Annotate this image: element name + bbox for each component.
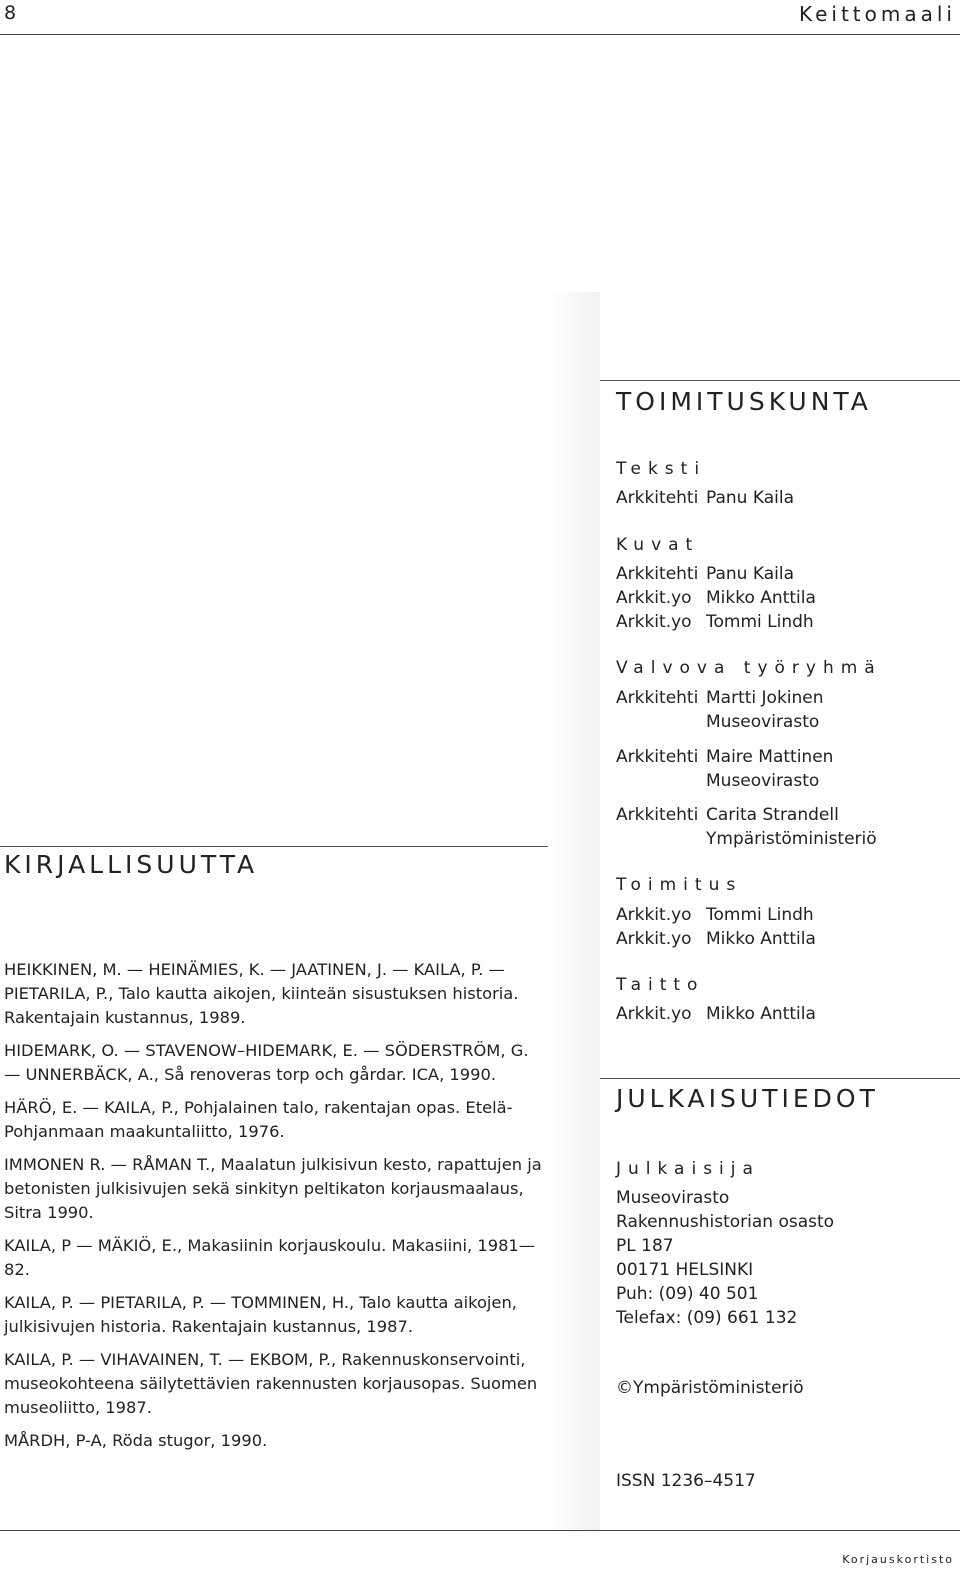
- credit-row: [616, 745, 833, 793]
- footer-rule: [0, 1530, 960, 1531]
- images-section-label: Kuvat: [616, 535, 700, 555]
- text-section-label: Teksti: [616, 459, 707, 479]
- credit-role: Arkkit.yo: [616, 929, 692, 949]
- credit-name: Tommi Lindh: [706, 905, 814, 925]
- credit-name: Martti Jokinen: [706, 688, 824, 708]
- layout-section-label: Taitto: [616, 975, 705, 995]
- credit-row: [616, 803, 877, 851]
- credit-name: Tommi Lindh: [706, 612, 814, 632]
- footer-label: Korjauskortisto: [842, 1553, 954, 1566]
- page-number: 8: [4, 2, 17, 24]
- publication-rule: [600, 1078, 960, 1079]
- literature-rule: [0, 846, 548, 847]
- credit-row: [616, 610, 814, 634]
- credit-role: Arkkitehti: [616, 805, 699, 825]
- publisher-line: Museovirasto: [616, 1188, 730, 1208]
- credit-name: Mikko Anttila: [706, 588, 816, 608]
- publisher-section-label: Julkaisija: [616, 1159, 760, 1179]
- literature-list: [4, 958, 544, 1462]
- literature-entry: KAILA, P. — VIHAVAINEN, T. — EKBOM, P., Rakennuskonservointi, museokohteena säilytettävien rakennusten korjausopas. Suomen museoliitto, 1987.: [4, 1350, 538, 1417]
- credit-role: Arkkitehti: [616, 688, 699, 708]
- credit-role: Arkkit.yo: [616, 588, 692, 608]
- editorial-rule: [600, 380, 960, 381]
- credit-row: [616, 1002, 816, 1026]
- literature-entry: HEIKKINEN, M. — HEINÄMIES, K. — JAATINEN, J. — KAILA, P. — PIETARILA, P., Talo kautta aikojen, kiinteän sisustuksen historia. Rakentajain kustannus, 1989.: [4, 960, 519, 1027]
- credit-role: Arkkit.yo: [616, 905, 692, 925]
- credit-role: Arkkitehti: [616, 488, 699, 508]
- publisher-line: Telefax: (09) 661 132: [616, 1308, 798, 1328]
- credit-row: [616, 903, 814, 927]
- credit-name: Panu Kaila: [706, 488, 794, 508]
- column-shading: [550, 292, 600, 1532]
- credit-row: [616, 927, 816, 951]
- credit-row: [616, 686, 824, 734]
- credit-name: Maire Mattinen: [706, 747, 834, 767]
- credit-organization: Museovirasto: [706, 771, 820, 791]
- credit-role: Arkkit.yo: [616, 612, 692, 632]
- literature-entry: MÅRDH, P-A, Röda stugor, 1990.: [4, 1431, 268, 1450]
- literature-heading: KIRJALLISUUTTA: [4, 850, 259, 879]
- publisher-address: [616, 1186, 834, 1330]
- credit-organization: Museovirasto: [706, 712, 820, 732]
- credit-row: [616, 562, 794, 586]
- editing-section-label: Toimitus: [616, 875, 743, 895]
- publisher-line: 00171 HELSINKI: [616, 1260, 754, 1280]
- publisher-line: PL 187: [616, 1236, 674, 1256]
- copyright-notice: ©Ympäristöministeriö: [616, 1378, 804, 1398]
- literature-entry: HÄRÖ, E. — KAILA, P., Pohjalainen talo, rakentajan opas. Etelä-Pohjanmaan maakuntaliitto, 1976.: [4, 1098, 513, 1141]
- literature-entry: KAILA, P. — PIETARILA, P. — TOMMINEN, H., Talo kautta aikojen, julkisivujen historia. Rakentajain kustannus, 1987.: [4, 1293, 517, 1336]
- header-rule: [0, 34, 960, 35]
- literature-entry: HIDEMARK, O. — STAVENOW–HIDEMARK, E. — SÖDERSTRÖM, G. — UNNERBÄCK, A., Så renoveras torp och gårdar. ICA, 1990.: [4, 1041, 529, 1084]
- credit-role: Arkkitehti: [616, 564, 699, 584]
- credit-row: [616, 486, 794, 510]
- credit-organization: Ympäristöministeriö: [706, 829, 877, 849]
- editorial-heading: TOIMITUSKUNTA: [616, 387, 872, 416]
- credit-row: [616, 586, 816, 610]
- publication-heading: JULKAISUTIEDOT: [616, 1084, 879, 1113]
- literature-entry: KAILA, P — MÄKIÖ, E., Makasiinin korjauskoulu. Makasiini, 1981—82.: [4, 1236, 536, 1279]
- credit-role: Arkkit.yo: [616, 1004, 692, 1024]
- literature-entry: IMMONEN R. — RÅMAN T., Maalatun julkisivun kesto, rapattujen ja betonisten julkisivujen sekä sinkityn peltikaton korjausmaalaus, Sitra 1990.: [4, 1155, 542, 1222]
- supervision-section-label: Valvova työryhmä: [616, 658, 882, 678]
- credit-name: Panu Kaila: [706, 564, 794, 584]
- credit-name: Mikko Anttila: [706, 1004, 816, 1024]
- publisher-line: Rakennushistorian osasto: [616, 1212, 835, 1232]
- issn: ISSN 1236–4517: [616, 1471, 756, 1491]
- credit-name: Mikko Anttila: [706, 929, 816, 949]
- running-title: Keittomaali: [798, 2, 956, 26]
- credit-role: Arkkitehti: [616, 747, 699, 767]
- publisher-line: Puh: (09) 40 501: [616, 1284, 759, 1304]
- credit-name: Carita Strandell: [706, 805, 839, 825]
